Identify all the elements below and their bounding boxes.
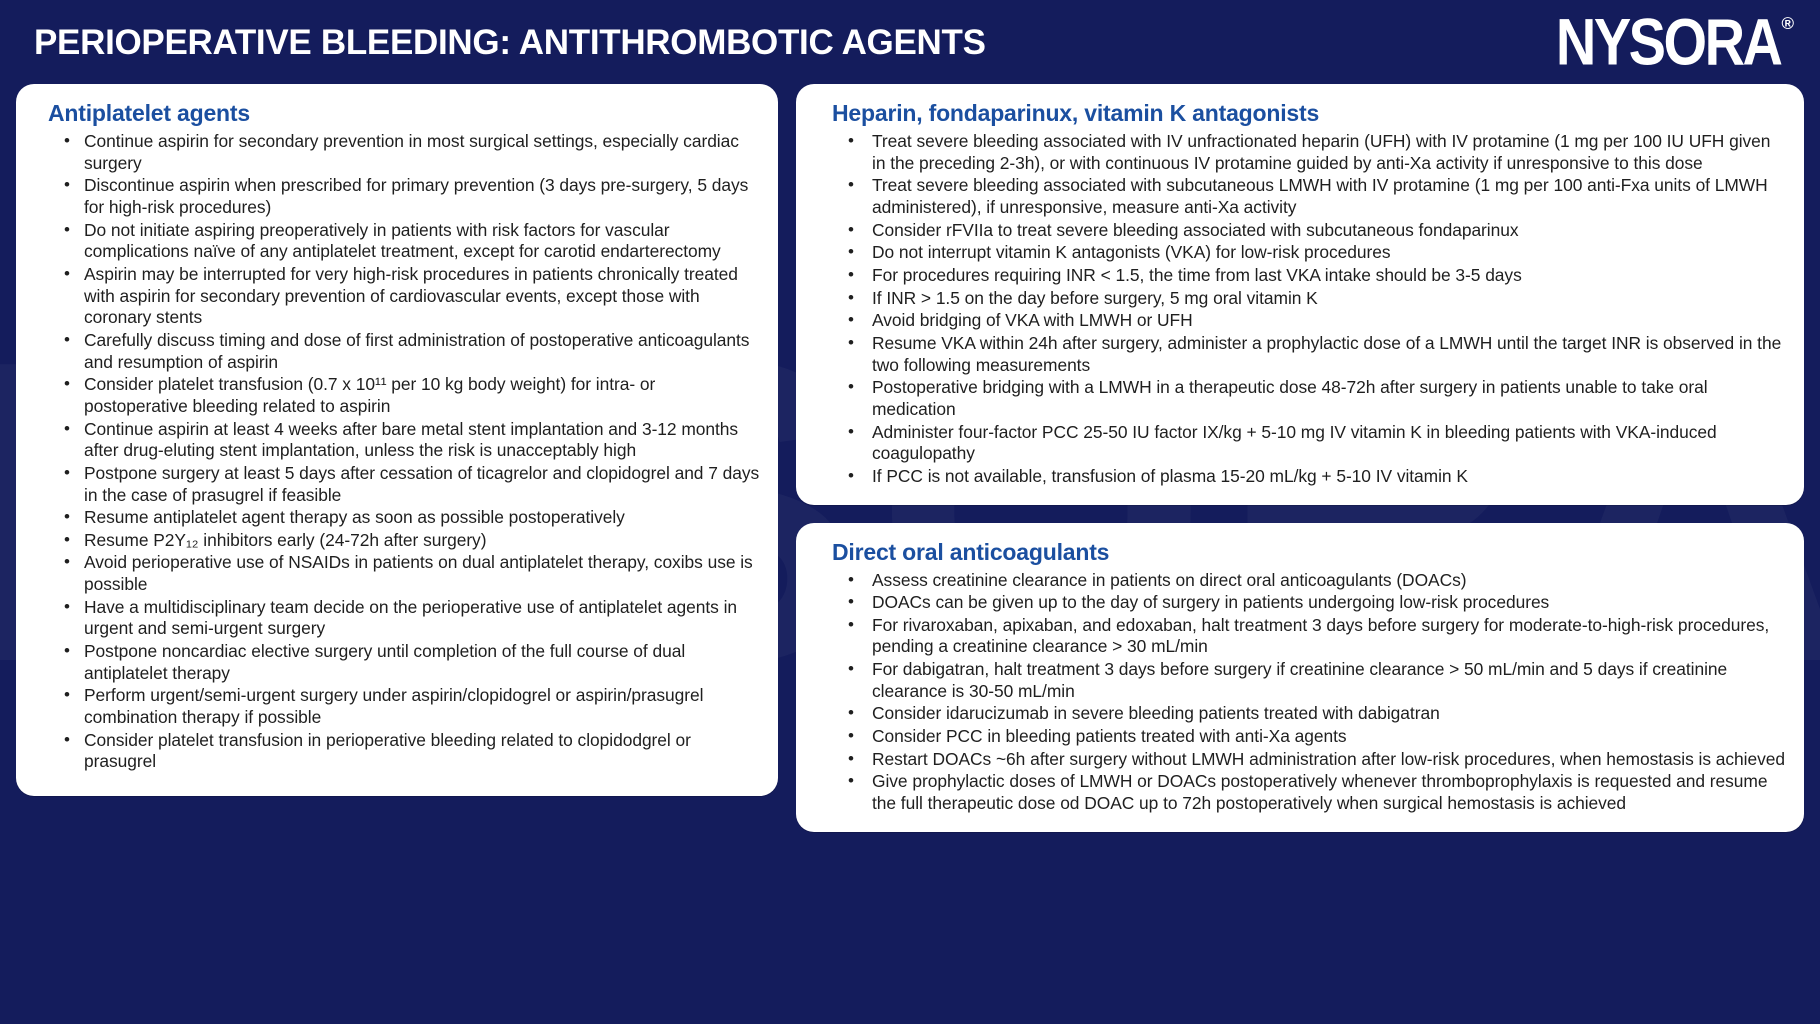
panel-title-antiplatelet: Antiplatelet agents xyxy=(48,100,250,126)
registered-trademark-icon: ® xyxy=(1781,13,1794,34)
bullet-item: • Restart DOACs ~6h after surgery without LMWH administration after low-risk procedures, when hemostasis is achieved xyxy=(812,749,1788,771)
bullet-item: • Carefully discuss timing and dose of first administration of postoperative anticoagulants and resumption of aspirin xyxy=(32,330,762,373)
bullet-item: • Resume VKA within 24h after surgery, administer a prophylactic dose of a LMWH until the target INR is observed in the two following measurements xyxy=(812,333,1788,376)
bullet-item: • Administer four-factor PCC 25-50 IU factor IX/kg + 5-10 mg IV vitamin K in bleeding patients with VKA-induced coagulopathy xyxy=(812,422,1788,465)
bullet-item: • Discontinue aspirin when prescribed for primary prevention (3 days pre-surgery, 5 days for high-risk procedures) xyxy=(32,175,762,218)
logo-text: NYSORA xyxy=(1555,4,1781,79)
bullet-item: • Consider idarucizumab in severe bleeding patients treated with dabigatran xyxy=(812,703,1788,725)
bullet-item: • Resume P2Y₁₂ inhibitors early (24-72h after surgery) xyxy=(32,530,762,552)
nysora-logo xyxy=(1555,4,1794,79)
bullet-item: • DOACs can be given up to the day of surgery in patients undergoing low-risk procedures xyxy=(812,592,1788,614)
bullet-item: • Treat severe bleeding associated with subcutaneous LMWH with IV protamine (1 mg per 100 anti-Fxa units of LMWH administered), if unresponsive, measure anti-Xa activity xyxy=(812,175,1788,218)
bullet-item: • Consider platelet transfusion (0.7 x 10¹¹ per 10 kg body weight) for intra- or postoperative bleeding related to aspirin xyxy=(32,374,762,417)
bullet-item: • Postpone surgery at least 5 days after cessation of ticagrelor and clopidogrel and 7 days in the case of prasugrel if feasible xyxy=(32,463,762,506)
bullet-list-antiplatelet xyxy=(32,131,762,773)
bullet-item: • Avoid perioperative use of NSAIDs in patients on dual antiplatelet therapy, coxibs use is possible xyxy=(32,552,762,595)
page-header xyxy=(0,0,1820,84)
bullet-item: • Consider rFVIIa to treat severe bleeding associated with subcutaneous fondaparinux xyxy=(812,220,1788,242)
right-column xyxy=(796,84,1804,832)
bullet-item: • Have a multidisciplinary team decide on the perioperative use of antiplatelet agents in urgent and semi-urgent surgery xyxy=(32,597,762,640)
bullet-item: • For rivaroxaban, apixaban, and edoxaban, halt treatment 3 days before surgery for moderate-to-high-risk procedures, pending a creatinine clearance > 30 mL/min xyxy=(812,615,1788,658)
panel-title-heparin: Heparin, fondaparinux, vitamin K antagonists xyxy=(832,100,1320,126)
bullet-item: • Give prophylactic doses of LMWH or DOACs postoperatively whenever thromboprophylaxis is requested and resume the full therapeutic dose od DOAC up to 72h postoperatively when surgical hemostasis is achieved xyxy=(812,771,1788,814)
bullet-item: • For procedures requiring INR < 1.5, the time from last VKA intake should be 3-5 days xyxy=(812,265,1788,287)
bullet-item: • Do not initiate aspiring preoperatively in patients with risk factors for vascular complications naïve of any antiplatelet treatment, except for carotid endarterectomy xyxy=(32,220,762,263)
page-title: PERIOPERATIVE BLEEDING: ANTITHROMBOTIC AGENTS xyxy=(34,22,986,62)
panel-heparin-fondaparinux-vka xyxy=(796,84,1804,505)
bullet-item: • If INR > 1.5 on the day before surgery, 5 mg oral vitamin K xyxy=(812,288,1788,310)
panel-antiplatelet-agents xyxy=(16,84,778,796)
bullet-item: • Perform urgent/semi-urgent surgery under aspirin/clopidogrel or aspirin/prasugrel combination therapy if possible xyxy=(32,685,762,728)
bullet-item: • Continue aspirin for secondary prevention in most surgical settings, especially cardiac surgery xyxy=(32,131,762,174)
bullet-item: • Treat severe bleeding associated with IV unfractionated heparin (UFH) with IV protamine (1 mg per 100 IU UFH given in the preceding 2-3h), or with continuous IV protamine guided by anti-Xa activity if unresponsive to this dose xyxy=(812,131,1788,174)
bullet-item: • Avoid bridging of VKA with LMWH or UFH xyxy=(812,310,1788,332)
left-column xyxy=(16,84,778,796)
bullet-item: • Aspirin may be interrupted for very high-risk procedures in patients chronically treated with aspirin for secondary prevention of cardiovascular events, except those with coronary stents xyxy=(32,264,762,329)
content-board xyxy=(0,84,1820,1024)
bullet-item: • For dabigatran, halt treatment 3 days before surgery if creatinine clearance > 50 mL/min and 5 days if creatinine clearance is 30-50 mL/min xyxy=(812,659,1788,702)
bullet-item: • Continue aspirin at least 4 weeks after bare metal stent implantation and 3-12 months after drug-eluting stent implantation, unless the risk is unacceptably high xyxy=(32,419,762,462)
bullet-list-doac xyxy=(812,570,1788,815)
panel-title-doac: Direct oral anticoagulants xyxy=(832,538,1110,565)
bullet-list-heparin xyxy=(812,131,1788,488)
bullet-item: • Postpone noncardiac elective surgery until completion of the full course of dual antiplatelet therapy xyxy=(32,641,762,684)
bullet-item: • Resume antiplatelet agent therapy as soon as possible postoperatively xyxy=(32,507,762,529)
panel-direct-oral-anticoagulants xyxy=(796,523,1804,832)
bullet-item: • If PCC is not available, transfusion of plasma 15-20 mL/kg + 5-10 IV vitamin K xyxy=(812,466,1788,488)
bullet-item: • Do not interrupt vitamin K antagonists (VKA) for low-risk procedures xyxy=(812,242,1788,264)
bullet-item: • Postoperative bridging with a LMWH in a therapeutic dose 48-72h after surgery in patients unable to take oral medication xyxy=(812,377,1788,420)
bullet-item: • Assess creatinine clearance in patients on direct oral anticoagulants (DOACs) xyxy=(812,570,1788,592)
bullet-item: • Consider PCC in bleeding patients treated with anti-Xa agents xyxy=(812,726,1788,748)
bullet-item: • Consider platelet transfusion in perioperative bleeding related to clopidodgrel or prasugrel xyxy=(32,730,762,773)
